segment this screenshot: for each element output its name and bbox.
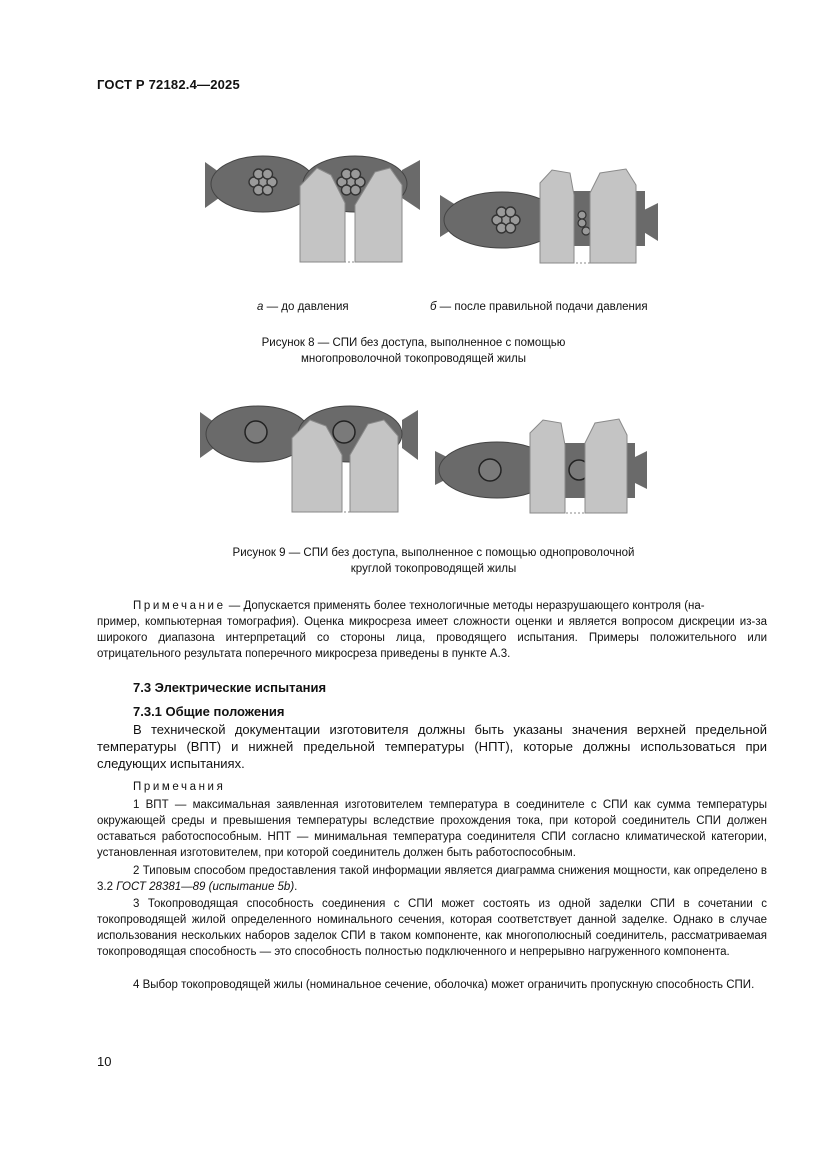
document-header: ГОСТ Р 72182.4—2025 <box>97 77 240 92</box>
figure-9-caption: Рисунок 9 — СПИ без доступа, выполненное с помощью однопроволочной круглой токопроводящей жилы <box>232 547 635 575</box>
figure-8b-label: б — после правильной подачи давления <box>430 301 648 313</box>
figure-8-caption: Рисунок 8 — СПИ без доступа, выполненное с помощью многопроволочной токопроводящей жилы <box>261 337 566 365</box>
note-4: 4 Выбор токопроводящей жилы (номинальное сечение, оболочка) может ограничить пропускную способность СПИ. <box>133 979 755 991</box>
section-7-3-title: 7.3 Электрические испытания <box>133 680 327 695</box>
page-number: 10 <box>97 1054 112 1069</box>
section-7-3-1-paragraph: В технической документации изготовителя должны быть указаны значения верхней предельной температуры (ВПТ) и нижней предельной температуры (НПТ), которые должны использоваться при следующих испытаниях. <box>97 722 767 771</box>
figure-8a-before-pressure <box>205 150 420 265</box>
note-microsection: Примечание — Допускается применять более технологичные методы неразрушающего контроля (на- пример, компьютерная томография). Оценка микросреза имеет сложности оценки и является вопросом дискреции из-за широкого диапазона интерпретаций со стороны лица, проводящего испытания. Примеры положительного или отрицательного результата поперечного микросреза приведены в пункте А.3. <box>97 600 767 660</box>
note-1: 1 ВПТ — максимальная заявленная изготовителем температура в соединителе с СПИ как сумма температуры окружающей среды и превышения температуры вследствие прохождения тока, при которой соединитель СПИ должен оставаться работоспособным. НПТ — минимальная температура соединителя СПИ согласно климатической категории, установленная изготовителем, при которой соединитель должен быть работоспособным. <box>97 799 767 859</box>
notes-label: Примечания <box>133 781 226 793</box>
figure-9a-before-pressure <box>200 400 418 515</box>
figure-8b-after-pressure <box>440 165 658 265</box>
note-3: 3 Токопроводящая способность соединения с СПИ может состоять из одной заделки СПИ в сочетании с токопроводящей жилой определенного номинального сечения, которая соответствует данной заделке. Однако в случае использования нескольких наборов заделок СПИ в таком компоненте, как многополюсный соединитель, рассматриваемая токопроводящая способность — это способность полностью подключенного и непрерывно нагруженного компонента. <box>97 898 767 958</box>
figure-8a-label: а — до давления <box>257 301 349 313</box>
note-2: 2 Типовым способом предоставления такой информации является диаграмма снижения мощности, как определено в 3.2 ГОСТ 28381—89 (испытание 5b). <box>97 865 767 893</box>
figure-9b-after-pressure <box>435 415 647 515</box>
section-7-3-1-title: 7.3.1 Общие положения <box>133 704 285 719</box>
